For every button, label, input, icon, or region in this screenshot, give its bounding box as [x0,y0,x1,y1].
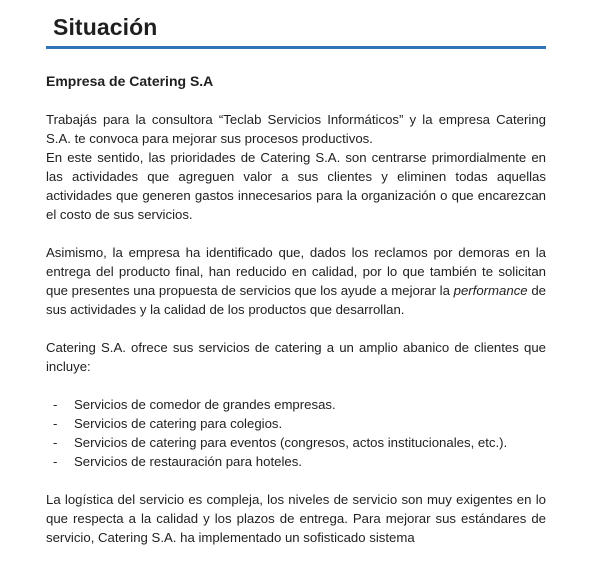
paragraph-claims-text-end: de sus actividades y la calidad de los productos que desarrollan. [46,283,546,317]
list-dash: - [53,454,58,469]
list-dash: - [53,416,58,431]
paragraph-priorities: En este sentido, las prioridades de Catering S.A. son centrarse primordialmente en las actividades que agreguen valor a sus clientes y eliminen todas aquellas actividades que generen gastos innecesarios para la organización o que encarezcan el costo de sus servicios. [46,150,546,222]
list-item [46,452,546,471]
list-item [46,395,546,414]
performance-emphasis: performance [453,283,528,298]
list-item-text: Servicios de catering para eventos (congresos, actos institucionales, etc.). [74,435,508,450]
document-body [46,72,546,566]
list-item-text: Servicios de comedor de grandes empresas. [74,397,336,412]
page-title: Situación [53,14,158,40]
list-item [46,414,546,433]
list-dash: - [53,397,58,412]
paragraph-claims [46,243,546,319]
services-list [46,395,546,471]
list-item-text: Servicios de restauración para hoteles. [74,454,302,469]
paragraph-claims-text: Asimismo, la empresa ha identificado que, dados los reclamos por demoras en la entrega del producto final, han reducido en calidad, por lo que también te solicitan que presentes una propuesta de servicios que los ayude a mejorar la [46,245,546,298]
paragraph-logistics: La logística del servicio es compleja, los niveles de servicio son muy exigentes en lo que respecta a la calidad y los plazos de entrega. Para mejorar sus estándares de servicio, Catering S.A. ha implementado un sofisticado sistema [46,492,546,545]
list-item-text: Servicios de catering para colegios. [74,416,283,431]
title-divider [46,46,546,49]
paragraph-intro: Trabajás para la consultora “Teclab Servicios Informáticos” y la empresa Catering S.A. te convoca para mejorar sus procesos productivos. [46,112,546,146]
list-item [46,433,546,452]
paragraph-clients: Catering S.A. ofrece sus servicios de catering a un amplio abanico de clientes que incluye: [46,340,546,374]
section-subtitle: Empresa de Catering S.A [46,73,214,89]
list-dash: - [53,435,58,450]
